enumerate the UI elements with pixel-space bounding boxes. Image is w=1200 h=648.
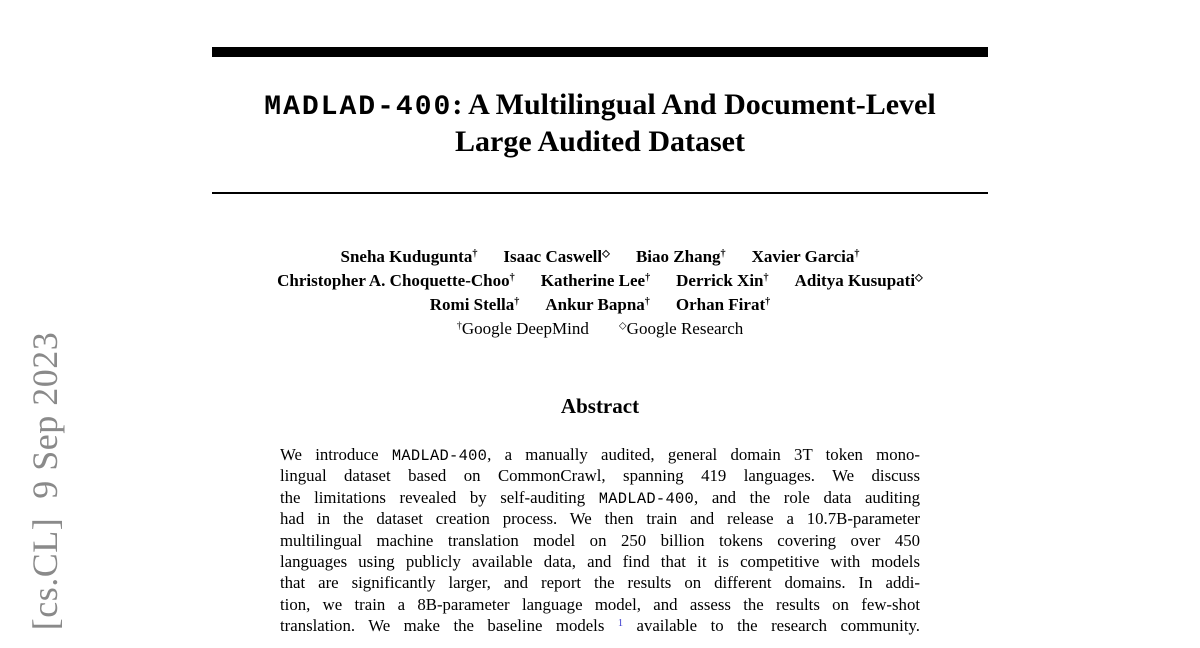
paper-title-line1-rest: : A Multilingual And Document-Level <box>452 88 936 121</box>
abstract-line <box>280 594 920 615</box>
author-name: Romi Stella† <box>429 295 520 314</box>
author-affiliation-mark: † <box>645 272 651 284</box>
abstract-line <box>280 444 920 465</box>
paper-title-line2: Large Audited Dataset <box>455 125 745 158</box>
abstract-text-segment: We introduce <box>280 445 392 464</box>
abstract-heading: Abstract <box>560 394 640 418</box>
author-name: Derrick Xin† <box>676 271 769 290</box>
affiliations-line <box>212 317 988 341</box>
abstract-line <box>280 615 920 636</box>
abstract-text-segment: , a manually audited, general domain 3T token mono- <box>487 445 920 464</box>
abstract-line <box>280 487 920 508</box>
author-affiliation-mark: † <box>514 296 520 308</box>
abstract-line <box>280 572 920 593</box>
abstract-text-segment: translation. We make the baseline models <box>280 616 618 636</box>
author-line <box>212 269 988 293</box>
paper-title-dataset-name: MADLAD-400 <box>264 92 453 123</box>
abstract-text-segment: lingual dataset based on CommonCrawl, spanning 419 languages. We discuss <box>280 466 920 486</box>
author-name: Ankur Bapna† <box>545 295 650 314</box>
abstract-line <box>280 551 920 572</box>
author-name: Katherine Lee† <box>540 271 651 290</box>
abstract-text-segment: the limitations revealed by self-auditing <box>280 487 599 507</box>
author-line <box>212 293 988 317</box>
author-affiliation-mark: † <box>472 248 478 260</box>
author-affiliation-mark: † <box>720 248 726 260</box>
inline-code-dataset-name: MADLAD-400 <box>598 489 695 508</box>
author-affiliation-mark: † <box>763 272 769 284</box>
author-name: Sneha Kudugunta† <box>340 247 478 266</box>
abstract-text-segment: available to the research community. <box>623 616 920 636</box>
title-separator-rule <box>212 192 988 194</box>
paper-content-column <box>212 0 988 648</box>
abstract-text-segment: multilingual machine translation model on 250 billion tokens covering over 450 <box>280 530 920 550</box>
paper-title <box>212 88 988 159</box>
affiliation-mark: ◇ <box>618 320 627 332</box>
affiliation-mark: † <box>456 320 462 332</box>
author-affiliation-mark: † <box>509 272 515 284</box>
author-line <box>212 245 988 269</box>
author-affiliation-mark: † <box>765 296 771 308</box>
inline-code-dataset-name: MADLAD-400 <box>391 447 488 465</box>
top-thick-rule <box>212 47 988 57</box>
arxiv-category-date-stamp: [cs.CL] 9 Sep 2023 <box>25 331 65 631</box>
authors-block <box>212 245 988 341</box>
author-affiliation-mark: ◇ <box>915 272 923 284</box>
abstract-line <box>280 465 920 486</box>
author-name: Aditya Kusupati◇ <box>794 271 923 290</box>
footnote-1-link[interactable]: 1 <box>617 617 624 629</box>
author-name: Biao Zhang† <box>635 247 726 266</box>
author-name: Christopher A. Choquette-Choo† <box>277 271 515 290</box>
abstract-text-segment: that are significantly larger, and report the results on different domains. In addi- <box>280 573 920 593</box>
author-affiliation-mark: † <box>854 248 860 260</box>
abstract-text-segment: , and the role data auditing <box>694 487 920 507</box>
abstract-text-segment: languages using publicly available data, and find that it is competitive with models <box>280 551 920 571</box>
author-affiliation-mark: ◇ <box>602 248 610 260</box>
author-affiliation-mark: † <box>644 296 650 308</box>
affiliation-item: ◇Google Research <box>618 319 744 338</box>
author-name: Orhan Firat† <box>675 295 771 314</box>
abstract-text-segment: had in the dataset creation process. We then train and release a 10.7B-parameter <box>280 509 920 529</box>
abstract-text-segment: tion, we train a 8B-parameter language model, and assess the results on few-shot <box>280 594 920 614</box>
paper-title-line1 <box>212 88 988 125</box>
abstract-line <box>280 508 920 529</box>
abstract-line <box>280 530 920 551</box>
abstract-body <box>280 444 920 637</box>
affiliation-item: †Google DeepMind <box>456 319 589 338</box>
author-name: Isaac Caswell◇ <box>503 247 610 266</box>
author-name: Xavier Garcia† <box>751 247 860 266</box>
